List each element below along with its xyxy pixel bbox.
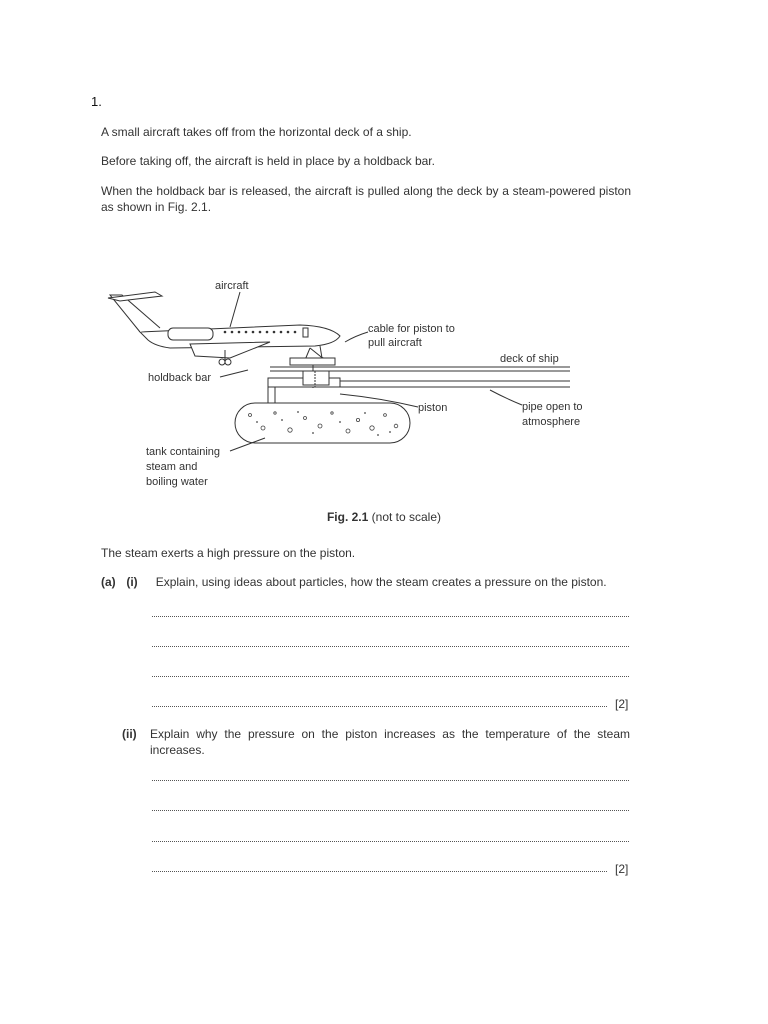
answer-line-a-ii-2[interactable] [152, 800, 629, 811]
question-a-ii [122, 726, 630, 758]
intro-line-1: A small aircraft takes off from the horizontal deck of a ship. [101, 125, 412, 139]
figure-caption-text: (not to scale) [368, 510, 442, 524]
figure-caption-number: Fig. 2.1 [326, 510, 369, 524]
label-pipe-2: atmosphere [522, 416, 581, 428]
figure-2-1 [100, 270, 600, 495]
piston-block [303, 371, 329, 385]
label-tank-2: steam and [146, 461, 198, 473]
label-piston: piston [418, 402, 448, 414]
label-pipe-1: pipe open to [522, 401, 583, 413]
intro-line-2: Before taking off, the aircraft is held in place by a holdback bar. [101, 154, 435, 168]
marks-a-ii: [2] [615, 862, 629, 876]
question-ii-text: Explain why the pressure on the piston increases as the temperature of the steam increases. [150, 727, 630, 757]
answer-line-a-ii-3[interactable] [152, 831, 629, 842]
intro-line-3: When the holdback bar is released, the aircraft is pulled along the deck by a steam-powered piston as shown in Fig. 2.1. [101, 184, 631, 214]
statement: The steam exerts a high pressure on the piston. [101, 546, 356, 560]
label-holdback: holdback bar [148, 372, 211, 384]
label-cable-2: pull aircraft [368, 337, 422, 349]
label-deck: deck of ship [500, 353, 559, 365]
marks-a-i: [2] [615, 697, 629, 711]
label-aircraft: aircraft [215, 280, 249, 292]
label-cable-1: cable for piston to [368, 323, 455, 335]
label-tank-1: tank containing [146, 446, 220, 458]
question-a-i [101, 575, 607, 589]
aircraft-launch-diagram [100, 270, 600, 495]
pipe [340, 381, 570, 387]
label-ii: (ii) [122, 727, 137, 741]
label-a: (a) [101, 575, 116, 589]
label-i: (i) [126, 575, 138, 589]
answer-line-a-ii-4[interactable] [152, 861, 607, 872]
question-number: 1. [91, 94, 102, 109]
steam-tank [235, 403, 410, 443]
answer-line-a-ii-1[interactable] [152, 770, 629, 781]
question-i-text: Explain, using ideas about particles, how the steam creates a pressure on the piston. [155, 575, 607, 589]
label-tank-3: boiling water [146, 476, 208, 488]
answer-line-a-i-3[interactable] [152, 666, 629, 677]
answer-line-a-i-2[interactable] [152, 636, 629, 647]
answer-line-a-i-1[interactable] [152, 606, 629, 617]
aircraft-wing [190, 342, 270, 358]
figure-caption [0, 510, 768, 524]
answer-line-a-i-4[interactable] [152, 696, 607, 707]
